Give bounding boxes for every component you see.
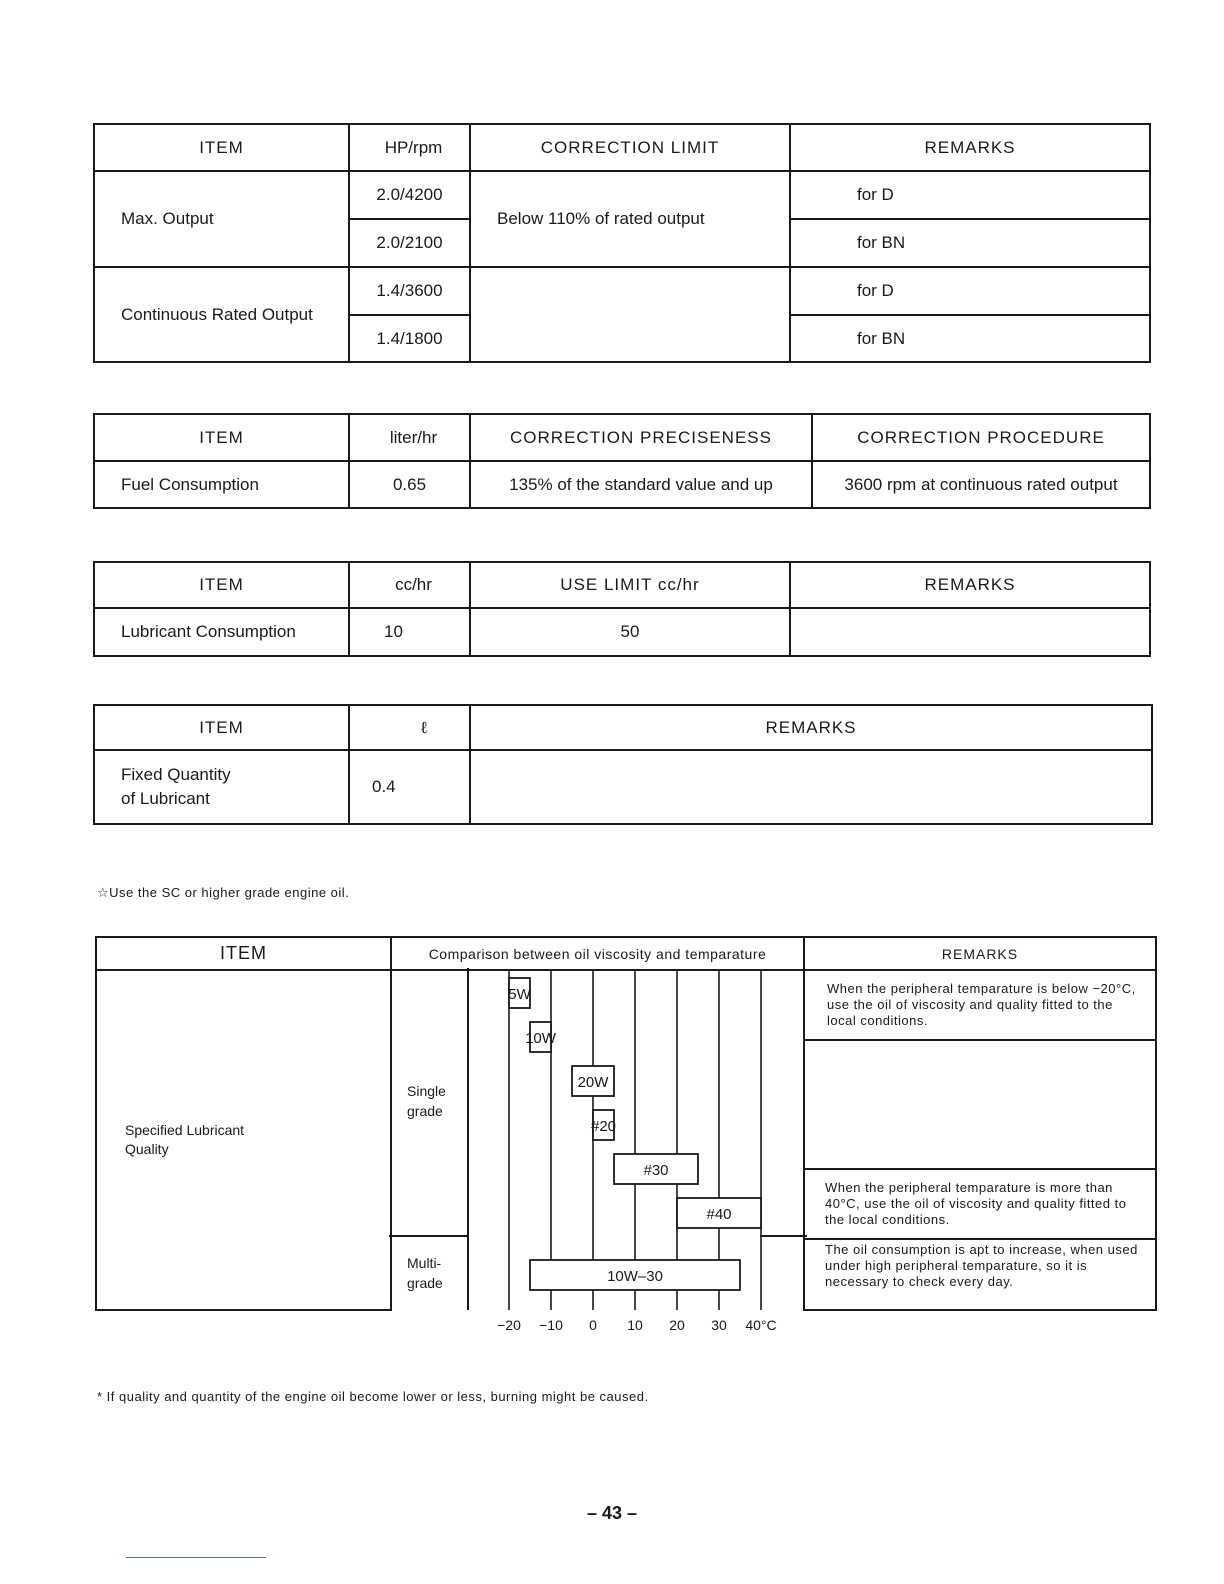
header-item: ITEM: [94, 124, 349, 171]
header-item: ITEM: [96, 937, 391, 970]
remark-low-temp: When the peripheral temparature is below −20°C, use the oil of viscosity and quality fitted to the local conditions.: [805, 971, 1155, 1041]
tick-label: −20: [497, 1317, 521, 1333]
fuel-procedure: 3600 rpm at continuous rated output: [812, 461, 1150, 508]
single-grade-label: 10W: [525, 1030, 556, 1047]
tick-label: 40°C: [745, 1317, 777, 1333]
header-item: ITEM: [94, 414, 349, 461]
multi-grade-label: 10W–30: [607, 1268, 663, 1285]
use-limit-value: 50: [470, 608, 790, 656]
header-correction-preciseness: CORRECTION PRECISENESS: [470, 414, 812, 461]
correction-limit-empty: [470, 267, 790, 362]
burning-note: * If quality and quantity of the engine oil become lower or less, burning might be caused.: [97, 1389, 649, 1404]
fuel-value: 0.65: [349, 461, 470, 508]
header-remarks: REMARKS: [790, 562, 1150, 608]
tick-label: 10: [627, 1317, 643, 1333]
header-remarks: REMARKS: [804, 937, 1156, 970]
single-grade-label: #30: [643, 1162, 669, 1179]
header-remarks: REMARKS: [790, 124, 1150, 171]
tick-label: 20: [669, 1317, 685, 1333]
single-grade-label: 20W: [577, 1074, 609, 1091]
fixed-quantity-remarks: [470, 750, 1152, 824]
hp-value: 1.4/1800: [349, 315, 470, 362]
viscosity-chart: [389, 968, 809, 1348]
fuel-preciseness: 135% of the standard value and up: [470, 461, 812, 508]
fuel-consumption-table: [93, 413, 1151, 509]
multi-grade-label: Multi-grade: [407, 1255, 443, 1291]
output-table: [93, 123, 1151, 363]
header-cc-hr: cc/hr: [349, 562, 470, 608]
header-liter-hr: liter/hr: [349, 414, 470, 461]
item-fuel-consumption: Fuel Consumption: [94, 461, 349, 508]
remark-high-temp: When the peripheral temparature is more than 40°C, use the oil of viscosity and quality fitted to the local conditions.: [805, 1170, 1155, 1240]
header-use-limit: USE LIMIT cc/hr: [470, 562, 790, 608]
single-grade-label: 5W: [508, 986, 531, 1003]
remark-oil-consumption: The oil consumption is apt to increase, when used under high peripheral temparature, so it is necessary to check every day.: [825, 1242, 1138, 1289]
item-lubricant-consumption: Lubricant Consumption: [94, 608, 349, 656]
footer-rule: [126, 1557, 266, 1558]
single-grade-label: Single grade: [407, 1083, 446, 1119]
header-liter-symbol: ℓ: [349, 705, 470, 750]
hp-value: 1.4/3600: [349, 267, 470, 315]
tick-label: 0: [589, 1317, 597, 1333]
header-correction-procedure: CORRECTION PROCEDURE: [812, 414, 1150, 461]
remark: for BN: [790, 315, 1150, 362]
fixed-quantity-value: 0.4: [349, 750, 470, 824]
single-grade-label: #40: [706, 1206, 732, 1223]
item-fixed-quantity: Fixed Quantity of Lubricant: [94, 750, 349, 824]
lubricant-consumption-table: [93, 561, 1151, 657]
item-max-output: Max. Output: [94, 171, 349, 267]
header-correction-limit: CORRECTION LIMIT: [470, 124, 790, 171]
header-item: ITEM: [94, 562, 349, 608]
header-comparison: Comparison between oil viscosity and temparature: [391, 937, 804, 970]
item-continuous-rated-output: Continuous Rated Output: [94, 267, 349, 362]
tick-label: −10: [539, 1317, 563, 1333]
item-specified-lubricant-quality: Specified Lubricant Quality: [96, 970, 391, 1310]
tick-label: 30: [711, 1317, 727, 1333]
hp-value: 2.0/4200: [349, 171, 470, 219]
remarks-cell: [804, 970, 1156, 1310]
single-grade-label: #20: [590, 1118, 617, 1135]
remark-empty: [805, 1041, 1155, 1170]
header-item: ITEM: [94, 705, 349, 750]
lubricant-remarks: [790, 608, 1150, 656]
fixed-quantity-table: [93, 704, 1153, 825]
correction-limit: Below 110% of rated output: [470, 171, 790, 267]
engine-oil-note: ☆Use the SC or higher grade engine oil.: [97, 885, 350, 900]
lubricant-value: 10: [349, 608, 470, 656]
header-remarks: REMARKS: [470, 705, 1152, 750]
remark: for BN: [790, 219, 1150, 267]
remark: for D: [790, 171, 1150, 219]
header-hp-rpm: HP/rpm: [349, 124, 470, 171]
hp-value: 2.0/2100: [349, 219, 470, 267]
remark: for D: [790, 267, 1150, 315]
page-number: – 43 –: [586, 1503, 638, 1523]
